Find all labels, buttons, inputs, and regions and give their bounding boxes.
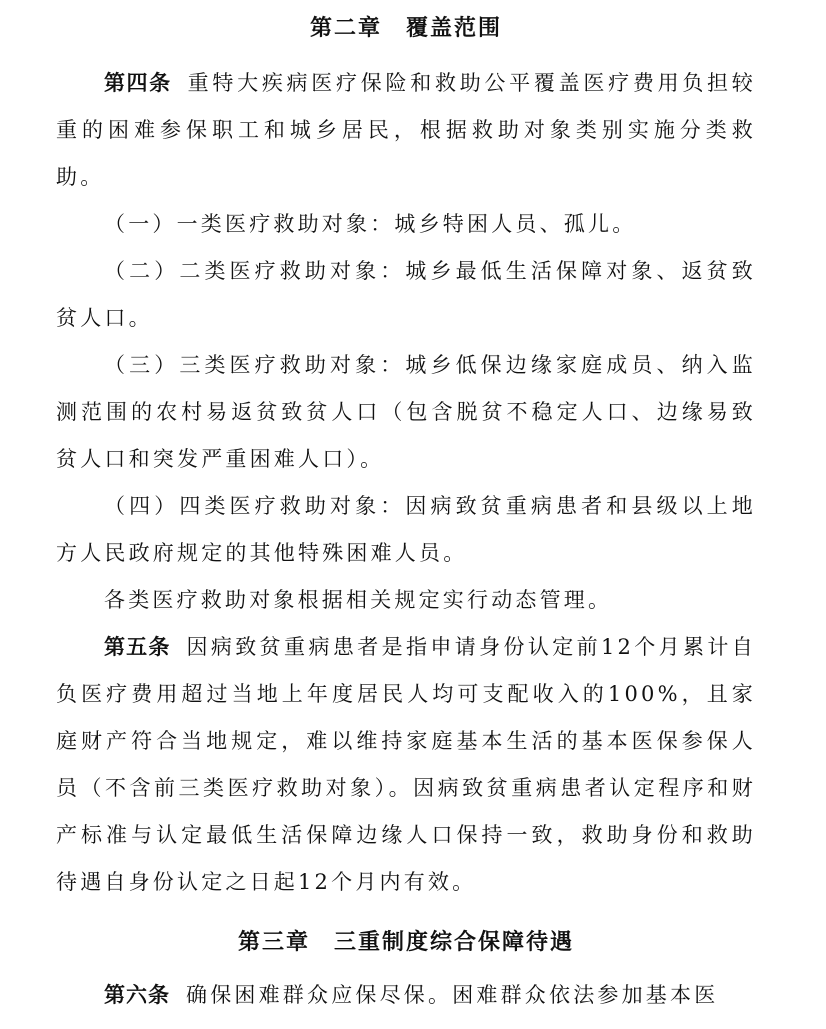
chapter-3-title: 第三章 三重制度综合保障待遇 — [237, 930, 574, 955]
article-6-label: 第六条 — [104, 983, 170, 1007]
article-4-label: 第四条 — [104, 71, 172, 95]
article-5-label: 第五条 — [104, 635, 171, 659]
article-4-item-3: （三）三类医疗救助对象：城乡低保边缘家庭成员、纳入监测范围的农村易返贫致贫人口（包含脱贫不稳定人口、边缘易致贫人口和突发严重困难人口）。 — [56, 353, 756, 471]
article-5-paragraph — [56, 624, 756, 906]
article-4-closing: 各类医疗救助对象根据相关规定实行动态管理。 — [104, 588, 613, 612]
article-4-paragraph — [56, 60, 756, 201]
article-4-text: 重特大疾病医疗保险和救助公平覆盖医疗费用负担较重的困难参保职工和城乡居民，根据救助对象类别实施分类救助。 — [56, 71, 756, 189]
article-5-text: 因病致贫重病患者是指申请身份认定前12个月累计自负医疗费用超过当地上年度居民人均可支配收入的100%，且家庭财产符合当地规定，难以维持家庭基本生活的基本医保参保人员（不含前三类医疗救助对象）。因病致贫重病患者认定程序和财产标准与认定最低生活保障边缘人口保持一致，救助身份和救助待遇自身份认定之日起12个月内有效。 — [56, 635, 756, 894]
article-6-text: 确保困难群众应保尽保。困难群众依法参加基本医 — [186, 983, 719, 1007]
article-4-item-4: （四）四类医疗救助对象：因病致贫重病患者和县级以上地方人民政府规定的其他特殊困难人员。 — [56, 494, 756, 565]
article-4-item-2: （二）二类医疗救助对象：城乡最低生活保障对象、返贫致贫人口。 — [56, 259, 756, 330]
chapter-2-title: 第二章 覆盖范围 — [309, 16, 502, 41]
article-6-paragraph — [56, 972, 756, 1019]
article-4-item-1: （一）一类医疗救助对象：城乡特困人员、孤儿。 — [104, 212, 637, 236]
